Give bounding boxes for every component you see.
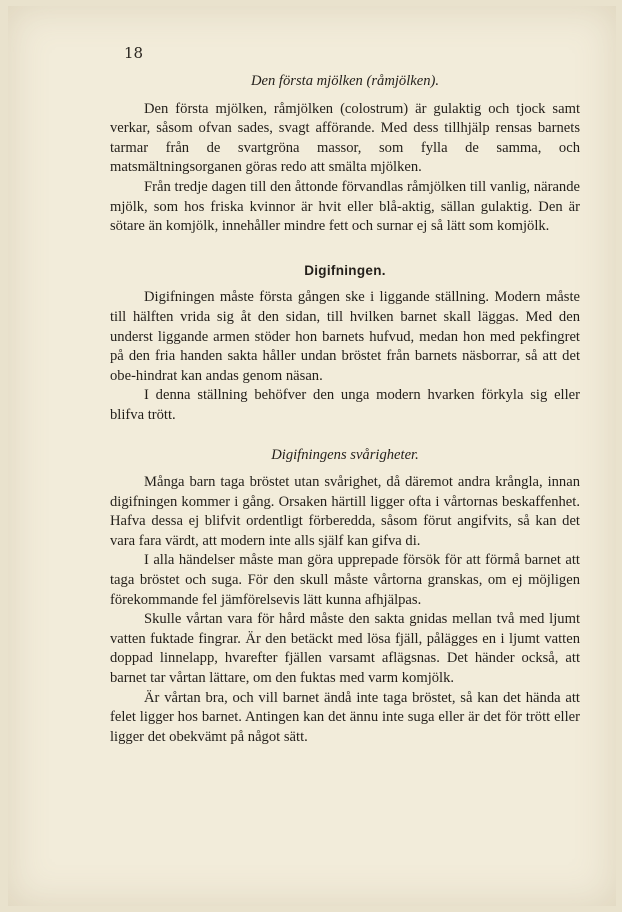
- paragraph: Är vårtan bra, och vill barnet ändå inte taga bröstet, så kan det hända att felet ligger hos barnet. Antingen kan det ännu inte suga eller är det för trött eller ligger det obekvämt på något sätt.: [110, 689, 580, 745]
- section-heading-breastfeeding: Digifningen.: [304, 262, 386, 278]
- page-number: 18: [124, 44, 144, 62]
- section-heading-colostrum: Den första mjölken (råmjölken).: [250, 73, 440, 89]
- paragraph: Från tredje dagen till den åttonde förvandlas råmjölken till vanlig, närande mjölk, som hos friska kvinnor är hvit eller blå-aktig, sällan gulaktig. Den är sötare än komjölk, innehåller mindre fett och surnar ej så lätt som komjölk.: [110, 178, 580, 235]
- paragraph: Den första mjölken, råmjölken (colostrum) är gulaktig och tjock samt verkar, såsom ofvan sades, svagt afförande. Med dess tillhjälp rensas barnets tarmar från de svartgröna massor, som fylla de samma, och matsmältningsorganen göras redo att smälta mjölken.: [110, 100, 580, 176]
- page-body: [110, 72, 580, 747]
- section-heading-difficulties: Digifningens svårigheter.: [271, 446, 419, 463]
- paragraph: I denna ställning behöfver den unga modern hvarken förkyla sig eller blifva trött.: [110, 387, 580, 423]
- paragraph: Många barn taga bröstet utan svårighet, då däremot andra krångla, innan digifningen kommer i gång. Orsaken härtill ligger ofta i vårtornas beskaffenhet. Hafva dessa ej blifvit ordentligt förberedda, såsom förut angifvits, så kan det vara fara värdt, att modern inte alls själf kan gifva di.: [110, 474, 580, 549]
- paragraph: Digifningen måste första gången ske i liggande ställning. Modern måste till hälften vrida sig åt den sidan, till hvilken barnet skall läggas. Med den underst liggande armen stöder hon barnets hufvud, medan hon med pekfingret på den fria handen sakta håller undan bröstet från barnets näsborrar, så att det obe-hindrat kan andas genom näsan.: [110, 289, 580, 384]
- paragraph: Skulle vårtan vara för hård måste den sakta gnidas mellan två med ljumt vatten fuktade fingrar. Är den betäckt med lösa fjäll, pålägges en i ljumt vatten doppad linnelapp, hvarefter fjällen varsamt aflägsnas. Det händer också, att barnet tar vårtan lättare, om den fuktas med varm komjölk.: [110, 611, 580, 687]
- page-sheet: [8, 6, 616, 906]
- section-gap: [110, 426, 580, 446]
- section-gap: [110, 237, 580, 261]
- paragraph: I alla händelser måste man göra upprepade försök för att förmå barnet att taga bröstet och suga. För den skull måste vårtorna granskas, om ej möjligen förekommande fel jämförelsevis lätt kunna afhjälpas.: [110, 552, 580, 608]
